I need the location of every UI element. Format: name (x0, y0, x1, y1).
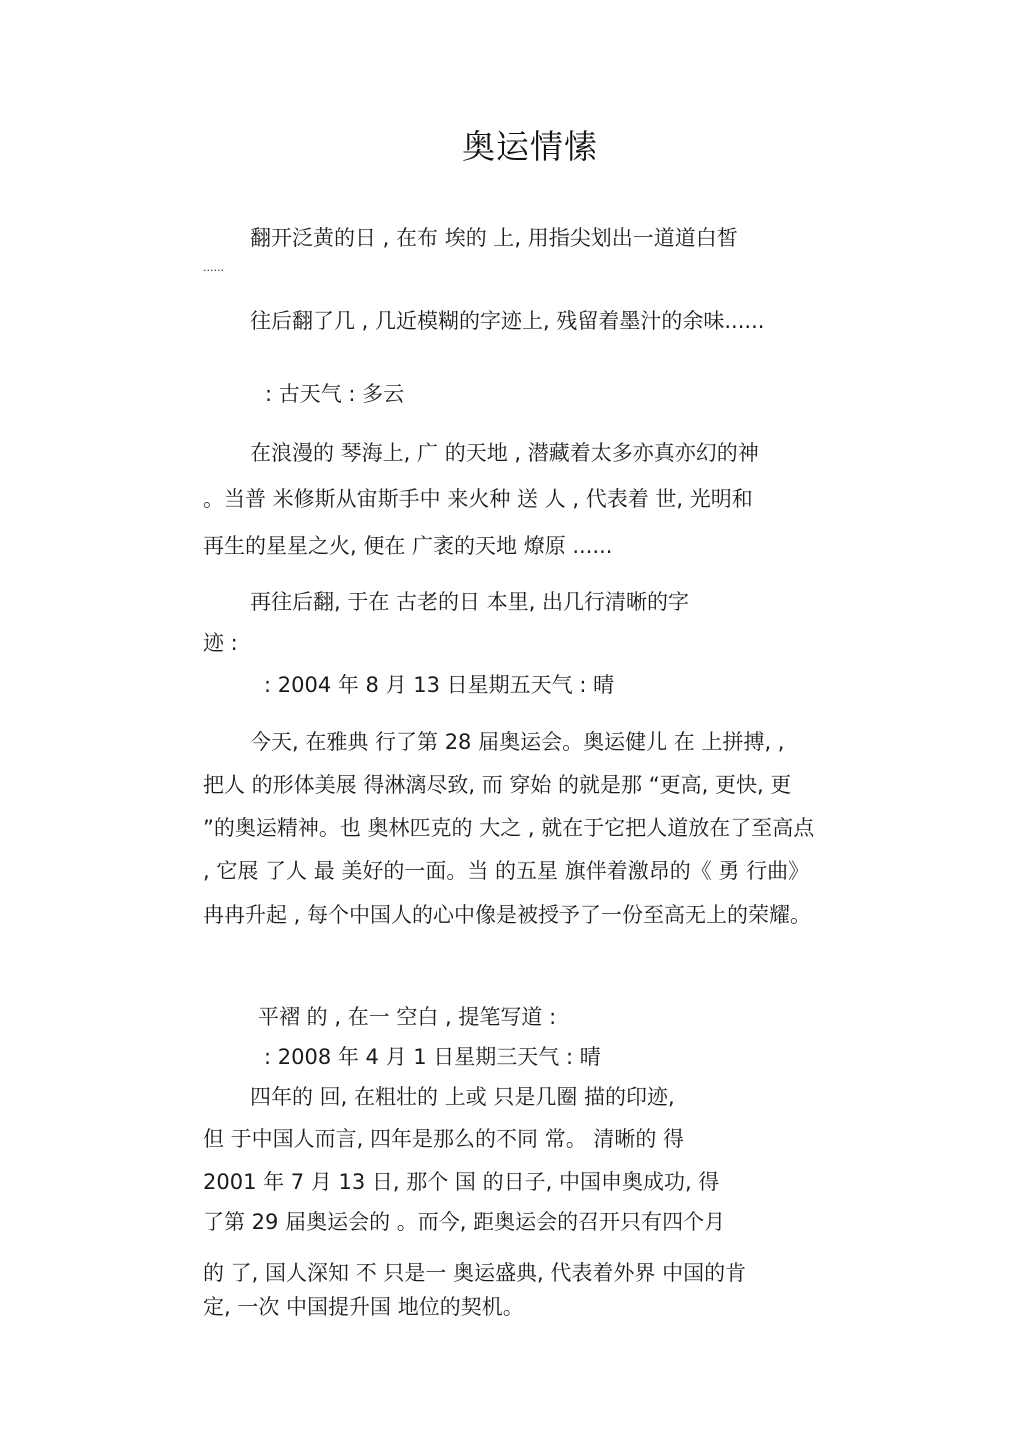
document-title: 奥运情愫 (462, 127, 598, 166)
text-line: : 古天气 : 多云 (265, 382, 405, 406)
text-line: 2001 年 7 月 13 日, 那个 国 的日子, 中国申奥成功, 得 (203, 1170, 720, 1194)
text-line: 今天, 在雅典 行了第 28 届奥运会。奥运健儿 在 上拼搏, , (250, 730, 785, 754)
text-line: 冉冉升起 , 每个中国人的心中像是被授予了一份至高无上的荣耀。 (203, 903, 812, 927)
text-line: 往后翻了几 , 几近模糊的字迹上, 残留着墨汁的余味...... (250, 309, 765, 333)
text-line: 再生的星星之火, 便在 广袤的天地 燎原 ...... (203, 534, 613, 558)
text-line: ...... (203, 261, 224, 274)
text-line: ”的奥运精神。也 奥林匹克的 大之 , 就在于它把人道放在了至高点 (203, 816, 815, 840)
text-line: 在浪漫的 琴海上, 广 的天地 , 潜藏着太多亦真亦幻的神 (250, 441, 759, 465)
text-line: 把人 的形体美展 得淋漓尽致, 而 穿始 的就是那 “更高, 更快, 更 (203, 773, 792, 797)
text-line: , 它展 了人 最 美好的一面。当 的五星 旗伴着激昂的《 勇 行曲》 (203, 859, 810, 883)
text-line: 迹 : (203, 631, 238, 655)
text-line: 了第 29 届奥运会的 。而今, 距奥运会的召开只有四个月 (203, 1210, 726, 1234)
text-line: 翻开泛黄的日 , 在布 埃的 上, 用指尖划出一道道白皙 (250, 226, 738, 250)
text-line: : 2008 年 4 月 1 日星期三天气 : 晴 (264, 1045, 601, 1069)
text-line: 定, 一次 中国提升国 地位的契机。 (203, 1295, 524, 1319)
text-line: 四年的 回, 在粗壮的 上或 只是几圈 描的印迹, (250, 1085, 675, 1109)
text-line: 再往后翻, 于在 古老的日 本里, 出几行清晰的字 (250, 590, 690, 614)
text-line: 的 了, 国人深知 不 只是一 奥运盛典, 代表着外界 中国的肯 (203, 1261, 747, 1285)
text-line: 但 于中国人而言, 四年是那么的不同 常。 清晰的 得 (203, 1127, 685, 1151)
text-line: 。当普 米修斯从宙斯手中 来火种 送 人 , 代表着 世, 光明和 (203, 487, 753, 511)
text-line: : 2004 年 8 月 13 日星期五天气 : 晴 (264, 673, 615, 697)
text-line: 平褶 的 , 在一 空白 , 提笔写道 : (258, 1005, 557, 1029)
